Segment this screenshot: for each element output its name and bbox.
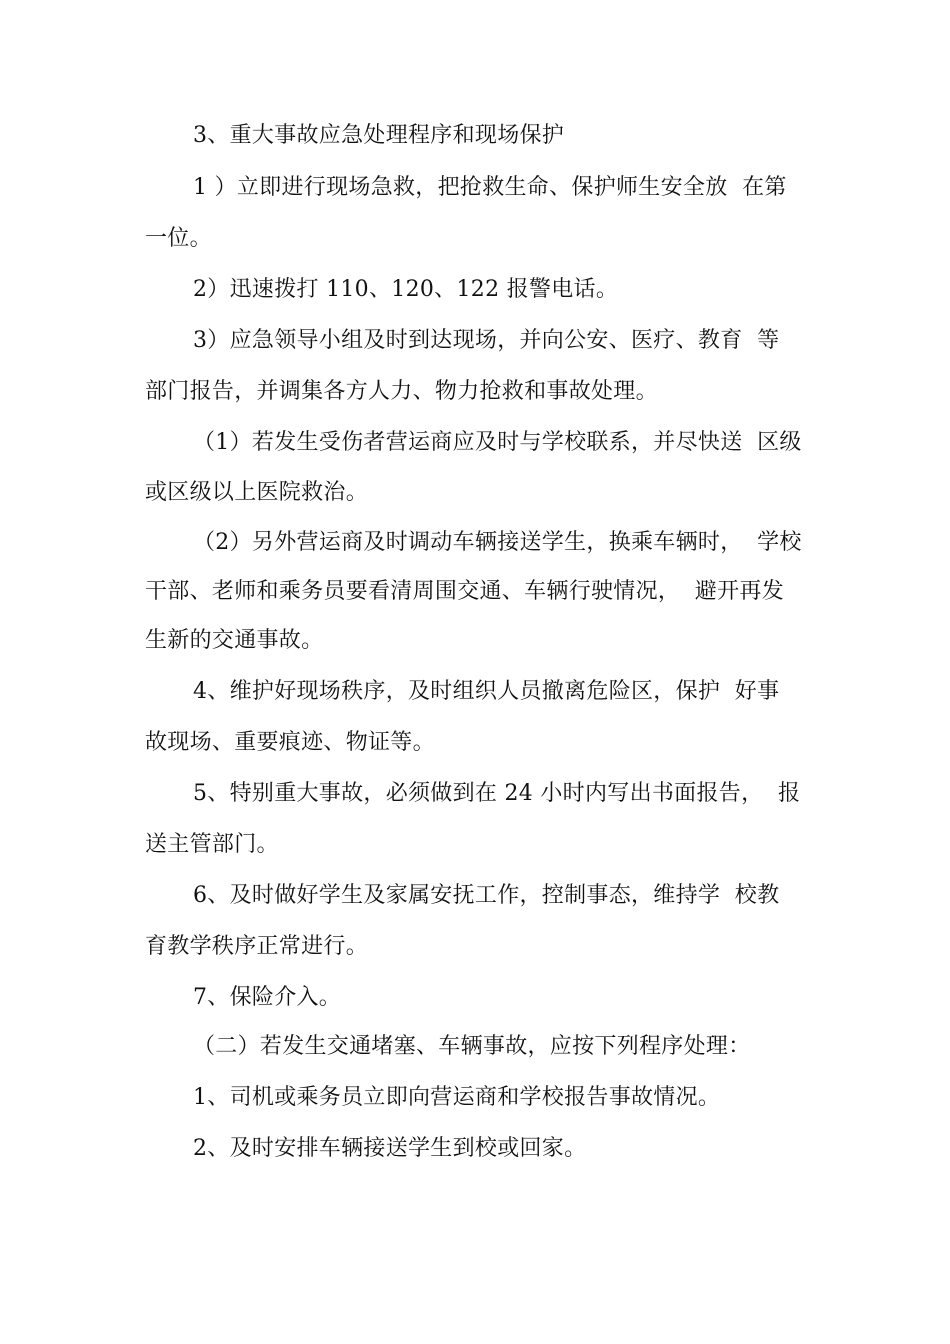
paragraph-line: 部门报告，并调集各方人力、物力抢救和事故处理。 bbox=[145, 379, 658, 404]
paragraph-line: 6、及时做好学生及家属安抚工作，控制事态，维持学 校教 bbox=[193, 883, 780, 908]
paragraph-line: 2）迅速拨打 110、120、122 报警电话。 bbox=[193, 277, 619, 302]
paragraph-line: 1、司机或乘务员立即向营运商和学校报告事故情况。 bbox=[193, 1085, 721, 1110]
paragraph-line: 或区级以上医院救治。 bbox=[145, 480, 369, 505]
paragraph-line: （2）另外营运商及时调动车辆接送学生，换乘车辆时， 学校 bbox=[193, 530, 802, 555]
paragraph-line: 3）应急领导小组及时到达现场，并向公安、医疗、教育 等 bbox=[193, 328, 780, 353]
paragraph-line: 育教学秩序正常进行。 bbox=[145, 934, 369, 959]
paragraph-line: 故现场、重要痕迹、物证等。 bbox=[145, 730, 435, 755]
paragraph-line: 送主管部门。 bbox=[145, 832, 279, 857]
paragraph-line: 生新的交通事故。 bbox=[145, 628, 324, 653]
paragraph-line: （1）若发生受伤者营运商应及时与学校联系，并尽快送 区级 bbox=[193, 430, 802, 455]
paragraph-line: 1 ）立即进行现场急救，把抢救生命、保护师生安全放 在第 bbox=[193, 175, 787, 200]
paragraph-line: 7、保险介入。 bbox=[193, 985, 342, 1010]
paragraph-line: （二）若发生交通堵塞、车辆事故，应按下列程序处理： bbox=[193, 1034, 751, 1059]
paragraph-line: 2、及时安排车辆接送学生到校或回家。 bbox=[193, 1136, 587, 1161]
section-heading: 3、重大事故应急处理程序和现场保护 bbox=[193, 123, 565, 148]
paragraph-line: 5、特别重大事故，必须做到在 24 小时内写出书面报告， 报 bbox=[193, 781, 801, 806]
paragraph-line: 干部、老师和乘务员要看清周围交通、车辆行驶情况， 避开再发 bbox=[145, 579, 784, 604]
paragraph-line: 一位。 bbox=[145, 226, 212, 251]
paragraph-line: 4、维护好现场秩序，及时组织人员撤离危险区，保护 好事 bbox=[193, 679, 780, 704]
